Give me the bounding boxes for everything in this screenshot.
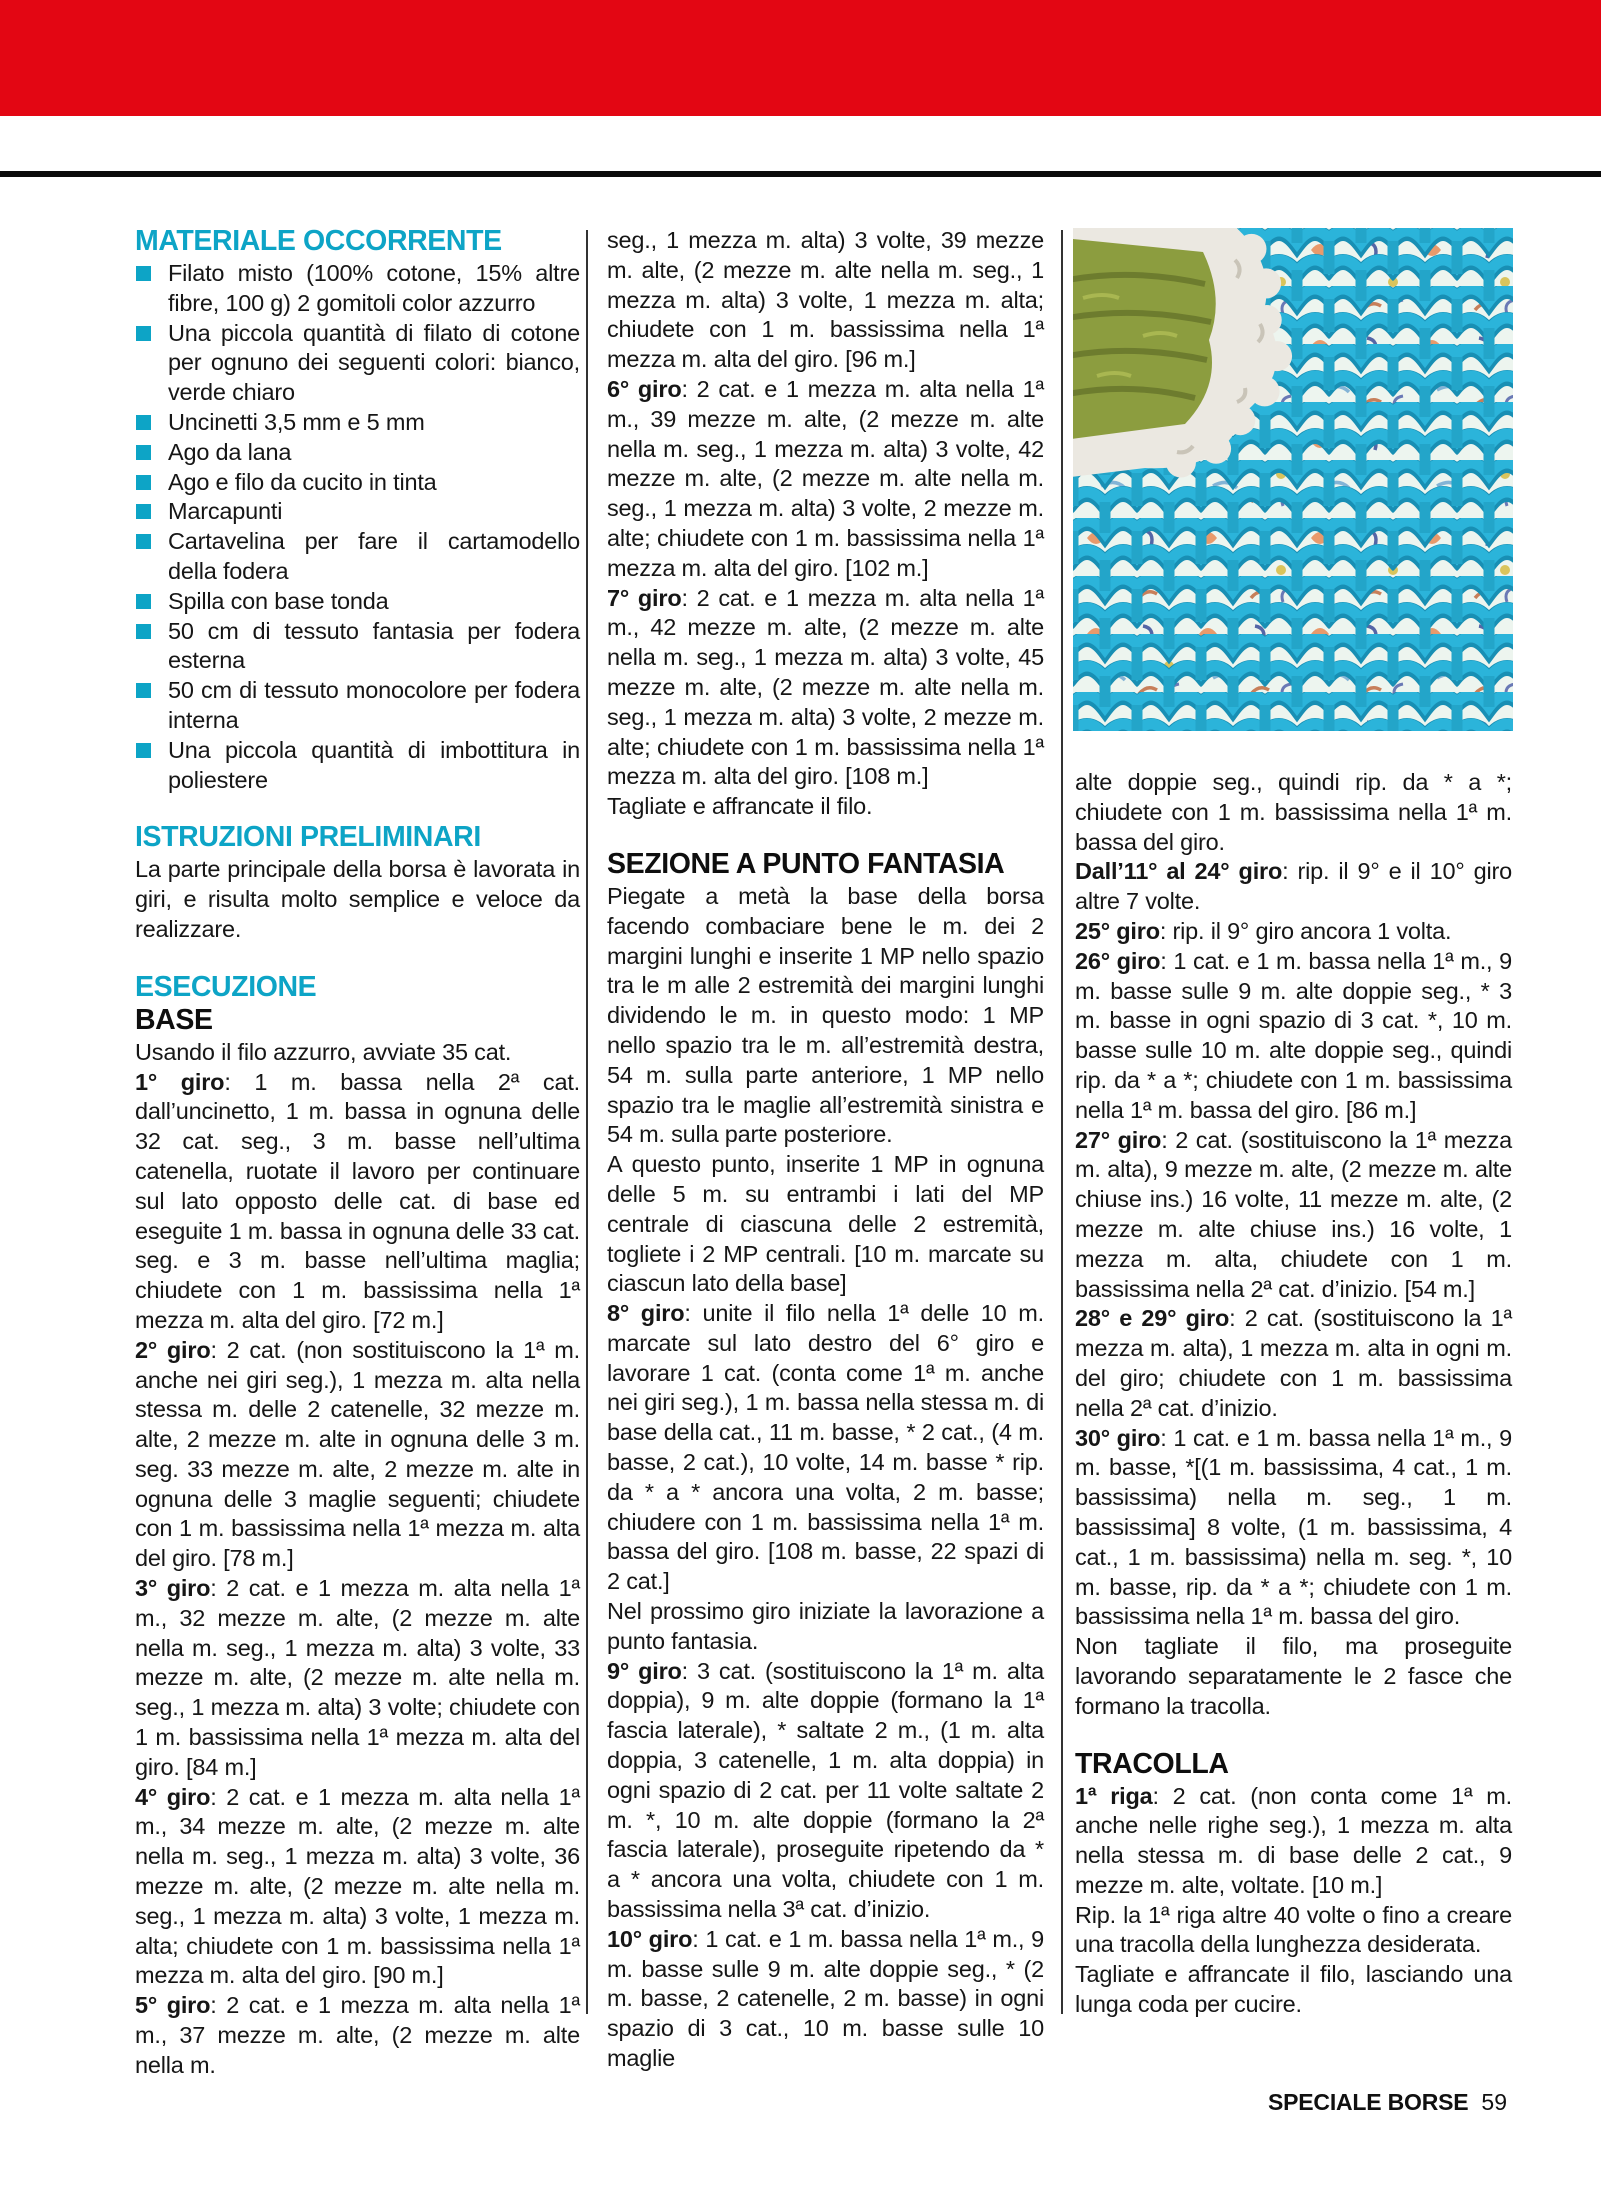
section-heading: ESECUZIONE <box>135 970 317 1003</box>
materials-list-item <box>135 736 580 796</box>
instruction-paragraph <box>607 226 1044 375</box>
round-label: 2° giro <box>135 1336 211 1363</box>
round-label: 28° e 29° giro <box>1075 1305 1230 1332</box>
bullet-square-icon <box>136 683 151 698</box>
instruction-paragraph <box>135 1574 580 1783</box>
round-text: Non tagliate il filo, ma proseguite lavorando separatamente le 2 fasce che formano la tracolla. <box>1075 1633 1512 1719</box>
round-text: : rip. il 9° giro ancora 1 volta. <box>1159 917 1452 944</box>
round-text: : 2 cat. (non conta come 1ª m. anche nelle righe seg.), 1 mezza m. alta nella stessa m. di base delle 2 cat., 9 mezze m. alte, voltate. [10 m.] <box>1075 1782 1512 1898</box>
instruction-paragraph <box>1075 947 1512 1126</box>
materials-list-item <box>135 617 580 677</box>
materials-list-text: Ago e filo da cucito in tinta <box>168 468 437 495</box>
round-text: A questo punto, inserite 1 MP in ognuna delle 5 m. su entrambi i lati del MP centrale di ciascuna delle 2 estremità, togliete i 2 MP centrali. [10 m. marcate su ciascun lato della base] <box>607 1151 1044 1297</box>
instruction-paragraph <box>1075 1782 1512 1901</box>
round-text: : 3 cat. (sostituiscono la 1ª m. alta doppia), 9 m. alte doppie (formano la 1ª fascia laterale), * saltate 2 m., (1 m. alta doppia, 3 catenelle, 1 m. alta doppia) in ogni spazio di 2 cat. per 11 volte saltate 2 m. *, 10 m. alte doppie (formano la 2ª fascia laterale), proseguite ripetendo da * a * ancora una volta, chiudete con 1 m. bassissima nella 3ª cat. d’inizio. <box>607 1657 1044 1923</box>
instruction-paragraph <box>607 792 1044 822</box>
instruction-paragraph <box>607 375 1044 584</box>
photo-green-patch <box>1073 238 1216 440</box>
materials-list-item <box>135 468 580 498</box>
text-column-2 <box>607 226 1044 2074</box>
round-text: : 1 cat. e 1 m. bassa nella 1ª m., 9 m. basse sulle 9 m. alte doppie seg., * 3 m. basse in ogni spazio di 3 cat. *, 10 m. basse sulle 10 m. alte doppie seg., quindi rip. da * a *; chiudete con 1 m. bassissima nella 1ª m. bassa del giro. [86 m.] <box>1075 947 1512 1123</box>
materials-list-text: Spilla con base tonda <box>168 587 389 614</box>
round-label: 10° giro <box>607 1925 693 1952</box>
round-text: Piegate a metà la base della borsa facendo combaciare bene le m. dei 2 margini lunghi e inserite 1 MP nello spazio tra le m alle 2 estremità dei margini lunghi dividendo le m. in questo modo: 1 MP nello spazio tra le m. all’estremità destra, 54 m. sulla parte anteriore, 1 MP nello spazio tra le maglie all’estremità sinistra e 54 m. sulla parte posteriore. <box>607 882 1044 1148</box>
instruction-paragraph <box>135 855 580 944</box>
round-text: : 1 m. bassa nella 2ª cat. dall’uncinetto, 1 m. bassa in ognuna delle 32 cat. seg., 3 m. basse nell’ultima catenella, ruotate il lavoro per continuare sul lato opposto delle cat. di base ed eseguite 1 m. bassa in ognuna delle 33 cat. seg. e 3 m. basse nell’ultima maglia; chiudete con 1 m. bassissima nella 1ª mezza m. alta del giro. [72 m.] <box>135 1068 581 1333</box>
crochet-photo-illustration <box>1073 228 1513 731</box>
text-column-1 <box>135 226 580 2081</box>
materials-list-item <box>135 319 580 408</box>
instruction-paragraph <box>1075 1304 1512 1423</box>
materials-list-text: Uncinetti 3,5 mm e 5 mm <box>168 408 425 435</box>
instruction-paragraph <box>607 1925 1044 2074</box>
page-footer <box>1268 2089 1507 2116</box>
round-text: Rip. la 1ª riga altre 40 volte o fino a creare una tracolla della lunghezza desiderata. <box>1075 1901 1512 1958</box>
materials-list-text: Una piccola quantità di filato di cotone per ognuno dei seguenti colori: bianco, verde chiaro <box>168 319 580 406</box>
section-heading: BASE <box>135 1003 213 1036</box>
round-text: : 2 cat. (sostituiscono la 1ª mezza m. alta), 1 mezza m. alta in ogni m. del giro; chiudete con 1 m. bassissima nella 2ª cat. d’inizio. <box>1075 1305 1512 1421</box>
materials-list-item <box>135 438 580 468</box>
materials-list-text: 50 cm di tessuto monocolore per fodera interna <box>168 677 580 733</box>
round-label: 6° giro <box>607 375 682 402</box>
round-text: Nel prossimo giro iniziate la lavorazione a punto fantasia. <box>607 1598 1044 1654</box>
round-text: : 1 cat. e 1 m. bassa nella 1ª m., 9 m. basse, *[(1 m. bassissima, 4 cat., 1 m. bassissima) nella m. seg., 1 m. bassissima] 8 volte, (1 m. bassissima, 4 cat., 1 m. bassissima) nella m. seg. *, 10 m. basse, rip. da * a *; chiudete con 1 m. bassissima nella 1ª m. bassa del giro. <box>1075 1424 1512 1630</box>
instruction-paragraph <box>1075 917 1512 947</box>
section-heading: TRACOLLA <box>1075 1747 1229 1780</box>
instruction-paragraph <box>607 1150 1044 1299</box>
round-label: 1° giro <box>135 1068 225 1095</box>
crochet-photo <box>1073 228 1513 731</box>
bullet-square-icon <box>136 534 151 549</box>
instruction-paragraph <box>135 1336 580 1574</box>
section-heading: SEZIONE A PUNTO FANTASIA <box>607 847 1005 880</box>
round-text: : 2 cat. (sostituiscono la 1ª mezza m. alta), 9 mezze m. alte, (2 mezze m. alte chiuse ins.) 16 volte, 11 mezze m. alte, (2 mezze m. alte chiuse ins.) 16 volte, 1 mezza m. alta, chiudete con 1 m. bassissima nella 2ª cat. d’inizio. [54 m.] <box>1075 1126 1512 1302</box>
top-red-band <box>0 0 1601 116</box>
instruction-paragraph <box>1075 1901 1512 1961</box>
section-heading: ISTRUZIONI PRELIMINARI <box>135 821 481 854</box>
round-label: 25° giro <box>1075 917 1160 944</box>
instruction-paragraph <box>135 1068 580 1336</box>
round-text: : 2 cat. e 1 mezza m. alta nella 1ª m., 39 mezze m. alte, (2 mezze m. alte nella m. seg., 1 mezza m. alta) 3 volte, 42 mezze m. alte, (2 mezze m. alte nella m. seg., 1 mezza m. alta) 3 volte, 2 mezze m. alte; chiudete con 1 m. bassissima nella 1ª mezza m. alta del giro. [102 m.] <box>607 375 1044 581</box>
instruction-paragraph <box>607 1597 1044 1657</box>
materials-list-item <box>135 408 580 438</box>
round-label: 8° giro <box>607 1300 685 1327</box>
bullet-square-icon <box>136 415 151 430</box>
round-label: 7° giro <box>607 584 682 611</box>
column-divider-1 <box>586 230 588 2014</box>
bullet-square-icon <box>136 624 151 639</box>
round-label: 27° giro <box>1075 1126 1162 1153</box>
materials-list-text: Una piccola quantità di imbottitura in poliestere <box>168 736 580 793</box>
top-black-rule <box>0 171 1601 177</box>
bullet-square-icon <box>136 743 151 758</box>
instruction-paragraph <box>607 882 1044 1150</box>
round-label: 30° giro <box>1075 1424 1161 1451</box>
instruction-paragraph <box>135 1038 580 1068</box>
round-text: : rip. il 9° e il 10° giro altre 7 volte. <box>1075 858 1512 915</box>
materials-list-text: Marcapunti <box>168 498 283 525</box>
round-text: : 1 cat. e 1 m. bassa nella 1ª m., 9 m. basse sulle 9 m. alte doppie seg., * (2 m. basse, 2 catenelle, 2 m. basse) in ogni spazio di 3 cat., 10 m. basse sulle 10 maglie <box>607 1925 1044 2072</box>
materials-list-text: Cartavelina per fare il cartamodello della fodera <box>168 528 580 584</box>
instruction-paragraph <box>135 1783 580 1992</box>
instruction-paragraph <box>607 1299 1044 1597</box>
materials-list-text: Filato misto (100% cotone, 15% altre fibre, 100 g) 2 gomitoli color azzurro <box>168 260 580 316</box>
instruction-paragraph <box>1075 768 1512 857</box>
bullet-square-icon <box>136 326 151 341</box>
text-column-3 <box>1075 768 1512 2020</box>
round-text: La parte principale della borsa è lavorata in giri, e risulta molto semplice e veloce da realizzare. <box>135 856 580 942</box>
round-label: 26° giro <box>1075 947 1161 974</box>
round-text: Usando il filo azzurro, avviate 35 cat. <box>135 1038 512 1065</box>
round-label: Dall’11° al 24° giro <box>1075 858 1283 885</box>
bullet-square-icon <box>136 475 151 490</box>
column-divider-2 <box>1061 230 1063 2014</box>
bullet-square-icon <box>136 445 151 460</box>
instruction-paragraph <box>1075 1126 1512 1305</box>
materials-list-item <box>135 497 580 527</box>
round-label: 9° giro <box>607 1657 682 1684</box>
section-heading: MATERIALE OCCORRENTE <box>135 225 502 257</box>
materials-list-item <box>135 527 580 587</box>
instruction-paragraph <box>135 1991 580 2080</box>
materials-list-text: 50 cm di tessuto fantasia per fodera esterna <box>168 617 580 674</box>
instruction-paragraph <box>1075 1424 1512 1633</box>
round-text: : unite il filo nella 1ª delle 10 m. marcate sul lato destro del 6° giro e lavorare 1 cat. (conta come 1ª m. anche nei giri seg.), 1 m. bassa nella stessa m. di base della cat., 11 m. basse, * 2 cat., (4 m. basse, 2 cat.), 10 volte, 14 m. basse * rip. da * a * ancora una volta, 2 m. basse; chiudere con 1 m. bassissima nella 1ª m. bassa del giro. [108 m. basse, 22 spazi di 2 cat.] <box>607 1300 1044 1595</box>
instruction-paragraph <box>1075 857 1512 917</box>
materials-list-item <box>135 676 580 736</box>
footer-page-number: 59 <box>1481 2089 1507 2115</box>
materials-list-item <box>135 587 580 617</box>
round-text: seg., 1 mezza m. alta) 3 volte, 39 mezze m. alte, (2 mezze m. alte nella m. seg., 1 mezza m. alta) 3 volte, 1 mezza m. alta; chiudete con 1 m. bassissima nella 1ª mezza m. alta del giro. [96 m.] <box>607 227 1044 373</box>
materials-list-item <box>135 259 580 319</box>
round-text: : 2 cat. (non sostituiscono la 1ª m. anche nei giri seg.), 1 mezza m. alta nella stessa m. delle 2 catenelle, 32 mezze m. alte, 2 mezze m. alte in ognuna delle 3 m. seg. 33 mezze m. alte, 2 mezze m. alte in ognuna delle 3 maglie seguenti; chiudete con 1 m. bassissima nella 1ª mezza m. alta del giro. [78 m.] <box>135 1336 580 1572</box>
round-text: : 2 cat. e 1 mezza m. alta nella 1ª m., 32 mezze m. alte, (2 mezze m. alte nella m. seg., 1 mezza m. alta) 3 volte, 33 mezze m. alte, (2 mezze m. alte nella m. seg., 1 mezza m. alta) 3 volte; chiudete con 1 m. bassissima nella 1ª mezza m. alta del giro. [84 m.] <box>135 1575 580 1780</box>
round-text: Tagliate e affrancate il filo. <box>607 793 873 820</box>
bullet-square-icon <box>136 504 151 519</box>
round-label: 1ª riga <box>1075 1782 1153 1809</box>
round-text: Tagliate e affrancate il filo, lasciando una lunga coda per cucire. <box>1075 1961 1512 2018</box>
round-label: 5° giro <box>135 1992 211 2019</box>
bullet-square-icon <box>136 266 151 281</box>
instruction-paragraph <box>607 1657 1044 1925</box>
instruction-paragraph <box>607 584 1044 793</box>
round-label: 4° giro <box>135 1783 211 1810</box>
round-text: : 2 cat. e 1 mezza m. alta nella 1ª m., 34 mezze m. alte, (2 mezze m. alte nella m. seg., 1 mezza m. alta) 3 volte, 36 mezze m. alte, (2 mezze m. alte nella m. seg., 1 mezza m. alta) 3 volte, 1 mezza m. alta; chiudete con 1 m. bassissima nella 1ª mezza m. alta del giro. [90 m.] <box>135 1783 580 1989</box>
instruction-paragraph <box>1075 1960 1512 2020</box>
bullet-square-icon <box>136 594 151 609</box>
round-text: : 2 cat. e 1 mezza m. alta nella 1ª m., 37 mezze m. alte, (2 mezze m. alte nella m. <box>135 1992 580 2078</box>
footer-section-label: SPECIALE BORSE <box>1268 2089 1469 2115</box>
instruction-paragraph <box>1075 1632 1512 1721</box>
round-text: : 2 cat. e 1 mezza m. alta nella 1ª m., 42 mezze m. alte, (2 mezze m. alte nella m. seg., 1 mezza m. alta) 3 volte, 45 mezze m. alte, (2 mezze m. alte nella m. seg., 1 mezza m. alta) 3 volte, 2 mezze m. alte; chiudete con 1 m. bassissima nella 1ª mezza m. alta del giro. [108 m.] <box>607 584 1044 790</box>
round-text: alte doppie seg., quindi rip. da * a *; chiudete con 1 m. bassissima nella 1ª m. bassa del giro. <box>1075 769 1512 855</box>
materials-list-text: Ago da lana <box>168 438 292 465</box>
round-label: 3° giro <box>135 1575 211 1602</box>
